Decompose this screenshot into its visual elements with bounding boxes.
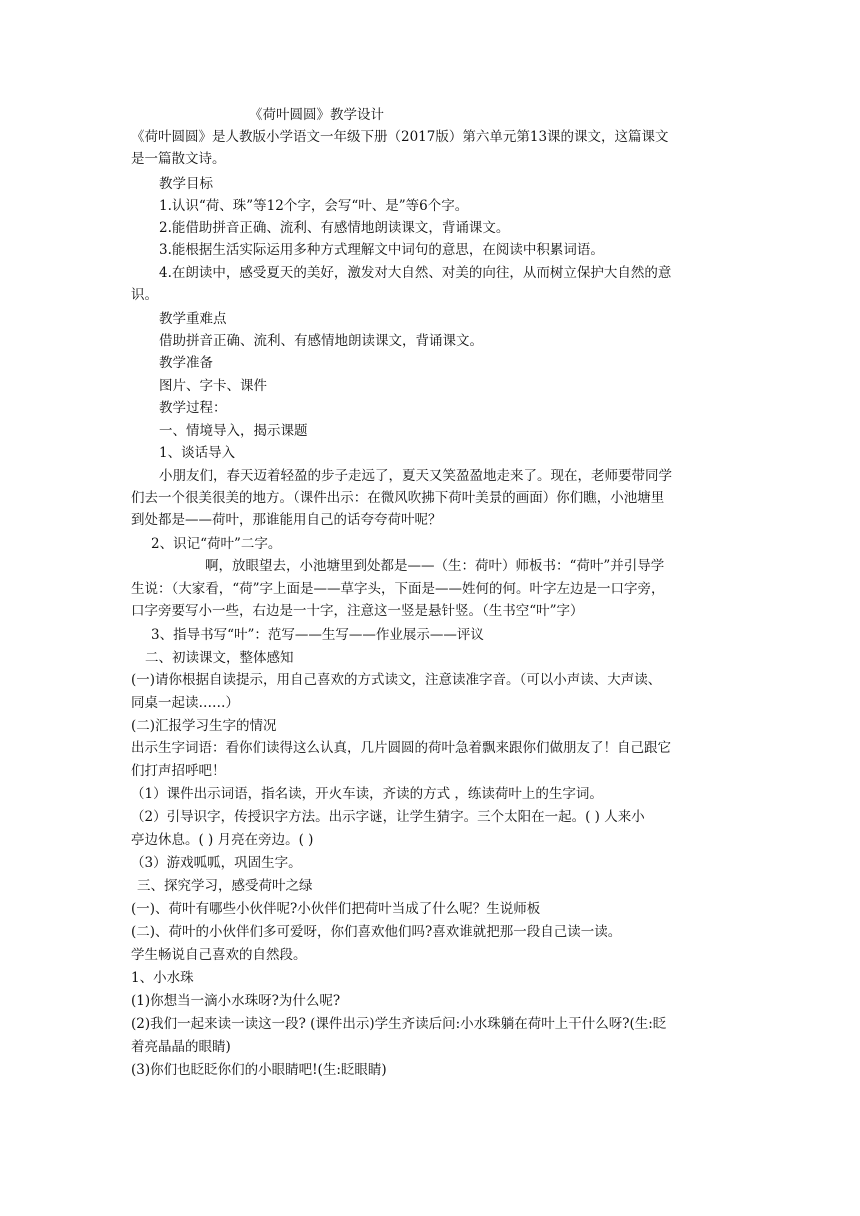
heading-key-points: 教学重难点 <box>159 311 227 327</box>
section-3-sub-heading: 1、小水珠 <box>131 970 194 986</box>
section-3-heading: 三、探究学习，感受荷叶之绿 <box>137 878 313 894</box>
step-1-para-3: 到处都是——荷叶，那谁能用自己的话夸夸荷叶呢？ <box>131 512 442 528</box>
key-points-text: 借助拼音正确、流利、有感情地朗读课文，背诵课文。 <box>159 333 483 349</box>
section-2-words-2: 们打声招呼吧！ <box>131 763 226 779</box>
document-title: 《荷叶圆圆》教学设计 <box>249 107 384 123</box>
step-3-heading: 3、指导书写“叶”：范写——生写——作业展示——评议 <box>151 627 484 643</box>
objective-2: 2.能借助拼音正确、流利、有感情地朗读课文，背诵课文。 <box>159 220 510 236</box>
section-3-item-2: (二)、荷叶的小伙伴们多可爱呀，你们喜欢他们吗?喜欢谁就把那一段自己读一读。 <box>131 924 622 940</box>
heading-preparation: 教学准备 <box>159 355 213 371</box>
section-2-step-2-cont: 亭边休息。( ) 月亮在旁边。( ) <box>131 832 314 848</box>
section-1-heading: 一、情境导入，揭示课题 <box>159 423 308 439</box>
section-3-q1: (1)你想当一滴小水珠呀?为什么呢? <box>131 993 341 1009</box>
step-2-heading: 2、识记“荷叶”二字。 <box>151 536 282 552</box>
objective-4: 4.在朗读中，感受夏天的美好，激发对大自然、对美的向往，从而树立保护大自然的意 <box>159 265 672 281</box>
section-2-step-2: （2）引导识字，传授识字方法。出示字谜，让学生猜字。三个太阳在一起。( ) 人来小 <box>131 809 645 825</box>
section-2-words-1: 出示生字词语：看你们读得这么认真，几片圆圆的荷叶急着飘来跟你们做朋友了！自己跟它 <box>131 740 671 756</box>
heading-process: 教学过程： <box>159 400 227 416</box>
section-2-heading: 二、初读课文，整体感知 <box>145 650 294 666</box>
objective-1: 1.认识“荷、珠”等12个字，会写“叶、是”等6个字。 <box>159 198 469 214</box>
objective-4-cont: 识。 <box>131 287 158 303</box>
section-3-text: 学生畅说自己喜欢的自然段。 <box>131 947 307 963</box>
section-2-step-1: （1）课件出示词语，指名读，开火车读，齐读的方式 ，练读荷叶上的生字词。 <box>131 786 603 802</box>
step-2-para-1: 啊，放眼望去，小池塘里到处都是——（生：荷叶）师板书：“荷叶”并引导学 <box>205 558 665 574</box>
section-3-q2-cont: 着亮晶晶的眼睛) <box>131 1039 231 1055</box>
intro-line-1: 《荷叶圆圆》是人教版小学语文一年级下册（2017版）第六单元第13课的课文，这篇课文 <box>131 129 669 145</box>
step-1-para-1: 小朋友们，春天迈着轻盈的步子走远了，夏天又笑盈盈地走来了。现在，老师要带同学 <box>159 468 672 484</box>
step-1-para-2: 们去一个很美很美的地方。（课件出示：在微风吹拂下荷叶美景的画面）你们瞧，小池塘里 <box>131 490 665 506</box>
heading-objectives: 教学目标 <box>159 176 213 192</box>
step-1-heading: 1、谈话导入 <box>159 445 236 461</box>
step-2-para-2: 生说：（大家看，“荷”字上面是——草字头，下面是——姓何的何。叶字左边是一口字旁， <box>131 581 665 597</box>
section-2-item-1: (一)请你根据自读提示，用自己喜欢的方式读文，注意读准字音。（可以小声读、大声读、 <box>131 672 662 688</box>
objective-3: 3.能根据生活实际运用多种方式理解文中词句的意思，在阅读中积累词语。 <box>159 242 604 258</box>
section-3-item-1: (一)、荷叶有哪些小伙伴呢?小伙伴们把荷叶当成了什么呢？生说师板 <box>131 901 541 917</box>
section-3-q3: (3)你们也眨眨你们的小眼睛吧!(生:眨眼睛) <box>131 1062 387 1078</box>
section-2-item-1-cont: 同桌一起读……） <box>131 695 239 711</box>
section-3-q2: (2)我们一起来读一读这一段? (课件出示)学生齐读后问:小水珠躺在荷叶上干什么呀?(生:眨 <box>131 1016 667 1032</box>
intro-line-2: 是一篇散文诗。 <box>131 151 226 167</box>
section-2-step-3: （3）游戏呱呱，巩固生字。 <box>131 855 302 871</box>
preparation-text: 图片、字卡、课件 <box>159 378 267 394</box>
section-2-item-2: (二)汇报学习生字的情况 <box>131 718 277 734</box>
step-2-para-3: 口字旁要写小一些，右边是一十字，注意这一竖是悬针竖。（生书空“叶”字） <box>131 603 584 619</box>
